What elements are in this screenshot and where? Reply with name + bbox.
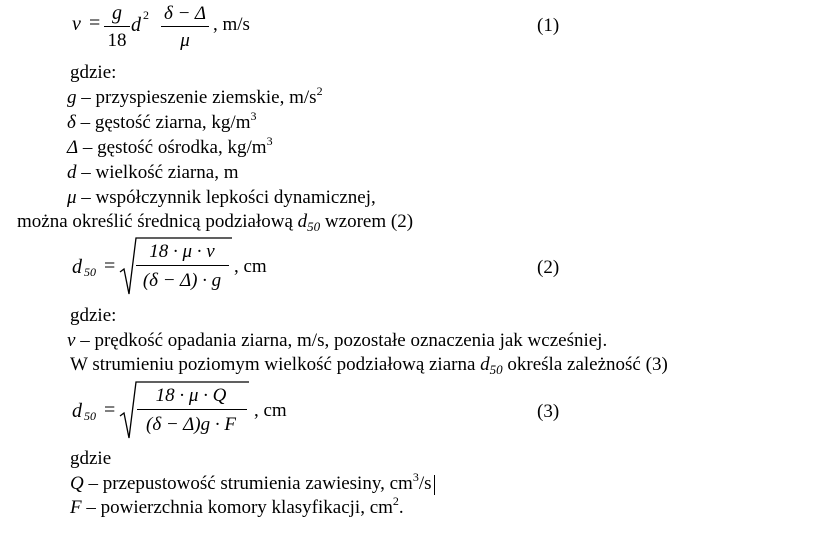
eq3-frac-bar: [137, 409, 247, 410]
def-F-post: .: [398, 497, 404, 518]
def-Q-symbol: Q: [70, 473, 84, 494]
def-Q[interactable]: [70, 470, 435, 495]
eq2-lhs-sub: 50: [84, 265, 96, 279]
def-delta-small: [67, 109, 257, 133]
def-g-text: – przyspieszenie ziemskie, m/s: [76, 87, 317, 108]
def-mu-text: – współczynnik lepkości dynamicznej,: [76, 187, 376, 208]
line-d50-intro: [17, 211, 414, 234]
text-caret: [434, 475, 435, 495]
def-delta-big-sup: 3: [266, 134, 273, 148]
eq3-lhs-sub: 50: [84, 409, 96, 423]
eq2-unit: , cm: [234, 256, 267, 277]
def-Q-text: – przepustowość strumienia zawiesiny, cm: [83, 473, 413, 494]
eq2-numerator: 18 · μ · v: [149, 241, 215, 262]
eq3-numerator: 18 · μ · Q: [155, 385, 227, 406]
gdzie-label-1: gdzie:: [70, 62, 117, 83]
def-v-text: – prędkość opadania ziarna, m/s, pozostałe oznaczenia jak wcześniej.: [75, 330, 608, 351]
line-d50-intro-symbol: d: [297, 211, 308, 232]
def-g-symbol: g: [67, 87, 77, 108]
eq1-frac1-den: 18: [107, 30, 127, 51]
eq2-denominator: (δ − Δ) · g: [142, 270, 222, 291]
eq1-frac2-num: δ − Δ: [164, 3, 206, 24]
def-delta-big-text: – gęstość ośrodka, kg/m: [78, 137, 267, 158]
eq1-d-exponent: 2: [143, 8, 149, 22]
def-mu: [67, 188, 376, 207]
def-mu-symbol: μ: [67, 187, 77, 208]
line-d50-intro-post: wzorem (2): [320, 211, 414, 232]
line-d50-intro-sub: 50: [307, 219, 321, 234]
def-d: [67, 163, 238, 182]
gdzie-label-2: gdzie:: [70, 305, 117, 326]
eq3-number: (3): [537, 401, 560, 422]
eq1-d: d: [131, 14, 141, 36]
def-delta-small-sup: 3: [250, 109, 257, 123]
eq2-equals: =: [104, 255, 116, 277]
def-delta-big: [67, 134, 273, 158]
eq1-frac2-bar: [161, 26, 209, 27]
eq1-unit: , m/s: [213, 14, 250, 35]
line-poziom-pre: W strumieniu poziomym wielkość podziałową ziarna: [70, 354, 481, 375]
eq3-unit: , cm: [254, 400, 287, 421]
eq1-frac1: [104, 3, 130, 23]
line-d50-intro-pre: można określić średnicą podziałową: [17, 211, 298, 232]
eq1-lhs: v: [72, 13, 81, 35]
def-F-text: – powierzchnia komory klasyfikacji, cm: [81, 497, 393, 518]
eq1-number: (1): [537, 15, 560, 36]
eq2-number: (2): [537, 257, 560, 278]
line-poziom-sub: 50: [489, 362, 503, 377]
line-poziom-symbol: d: [480, 354, 490, 375]
eq1-equals: =: [89, 12, 101, 34]
def-F-symbol: F: [70, 497, 82, 518]
def-delta-big-symbol: Δ: [67, 137, 79, 158]
def-g-sup: 2: [316, 84, 323, 98]
gdzie-label-3: gdzie: [70, 448, 112, 469]
def-v-symbol: v: [67, 330, 76, 351]
def-F-sup: 2: [392, 494, 399, 508]
eq1-frac1-bar: [104, 26, 130, 27]
eq3-lhs: d: [72, 400, 82, 422]
def-Q-sup: 3: [412, 470, 419, 484]
eq3-denominator: (δ − Δ)g · F: [146, 414, 236, 435]
def-delta-small-text: – gęstość ziarna, kg/m: [75, 112, 251, 133]
eq2-lhs: d: [72, 256, 82, 278]
def-delta-small-symbol: δ: [67, 112, 76, 133]
eq1-frac1-num: g: [112, 2, 122, 24]
eq3-equals: =: [104, 399, 116, 421]
eq2-frac-bar: [136, 265, 229, 266]
def-Q-post: /s: [418, 473, 432, 494]
def-d-symbol: d: [67, 162, 77, 183]
eq1-frac2-den: μ: [180, 30, 190, 51]
def-F: [70, 494, 404, 518]
line-poziom-post: określa zależność (3): [502, 354, 668, 375]
def-d-text: – wielkość ziarna, m: [76, 162, 239, 183]
line-poziom: [70, 354, 668, 377]
def-v: [67, 331, 607, 350]
def-g: [67, 84, 323, 108]
